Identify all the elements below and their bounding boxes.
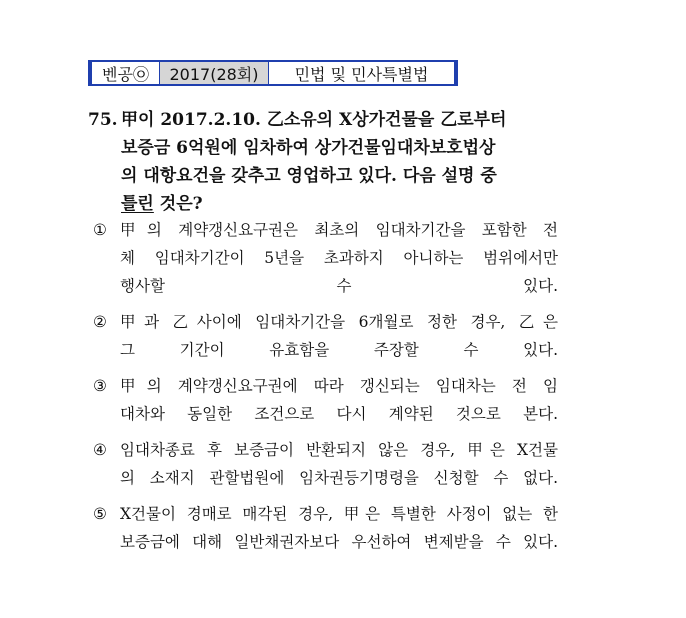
option-5-mark: ⑤ xyxy=(93,505,107,523)
option-3-text xyxy=(120,372,558,428)
option-line: 甲과 乙사이에 임대차기간을 6개월로 정한 경우, 乙은 xyxy=(120,313,558,331)
option-line: 그 기간이 유효함을 주장할 수 있다. xyxy=(120,341,558,359)
option-1-text xyxy=(120,216,558,300)
option-1[interactable] xyxy=(88,216,558,300)
question-text-line-2: 보증금 6억원에 임차하여 상가건물임대차보호법상 xyxy=(121,138,496,158)
option-line: 임대차종료 후 보증금이 반환되지 않은 경우, 甲은 X건물 xyxy=(120,441,558,459)
option-3-mark: ③ xyxy=(93,377,107,395)
option-line: 대차와 동일한 조건으로 다시 계약된 것으로 본다. xyxy=(120,405,558,423)
question-text-line-1: 甲이 2017.2.10. 乙소유의 X상가건물을 乙로부터 xyxy=(121,110,507,130)
question-text-line-3: 의 대항요건을 갖추고 영업하고 있다. 다음 설명 중 xyxy=(121,166,497,186)
option-line: X건물이 경매로 매각된 경우, 甲은 특별한 사정이 없는 한 xyxy=(120,505,558,523)
header-category: 벤공㉧ xyxy=(88,62,160,84)
question-number: 75. xyxy=(88,110,118,130)
exam-header xyxy=(88,60,458,86)
question-line xyxy=(88,106,558,134)
question-line xyxy=(88,134,558,162)
option-line: 체 임대차기간이 5년을 초과하지 아니하는 범위에서만 xyxy=(120,249,558,267)
option-4-text xyxy=(120,436,558,492)
option-2[interactable] xyxy=(88,308,558,364)
question-text-line-4 xyxy=(121,190,203,218)
question-line xyxy=(88,162,558,190)
answer-options xyxy=(88,216,558,564)
question-text-line-4-rest: 것은? xyxy=(153,194,203,214)
question-block xyxy=(88,106,558,218)
option-line: 보증금에 대해 일반채권자보다 우선하여 변제받을 수 있다. xyxy=(120,533,558,551)
question-underlined-word: 틀린 xyxy=(121,194,154,214)
header-subject: 민법 및 민사특별법 xyxy=(268,62,458,84)
option-4[interactable] xyxy=(88,436,558,492)
option-line: 甲의 계약갱신요구권에 따라 갱신되는 임대차는 전 임 xyxy=(120,377,558,395)
option-line: 의 소재지 관할법원에 임차권등기명령을 신청할 수 없다. xyxy=(120,469,558,487)
option-line: 행사할 수 있다. xyxy=(120,277,558,295)
option-2-mark: ② xyxy=(93,313,107,331)
header-year-round: 2017(28회) xyxy=(160,62,268,84)
option-line: 甲의 계약갱신요구권은 최초의 임대차기간을 포함한 전 xyxy=(120,221,558,239)
option-3[interactable] xyxy=(88,372,558,428)
question-line xyxy=(88,190,558,218)
option-2-text xyxy=(120,308,558,364)
option-5-text xyxy=(120,500,558,556)
option-4-mark: ④ xyxy=(93,441,107,459)
option-5[interactable] xyxy=(88,500,558,556)
option-1-mark: ① xyxy=(93,221,107,239)
